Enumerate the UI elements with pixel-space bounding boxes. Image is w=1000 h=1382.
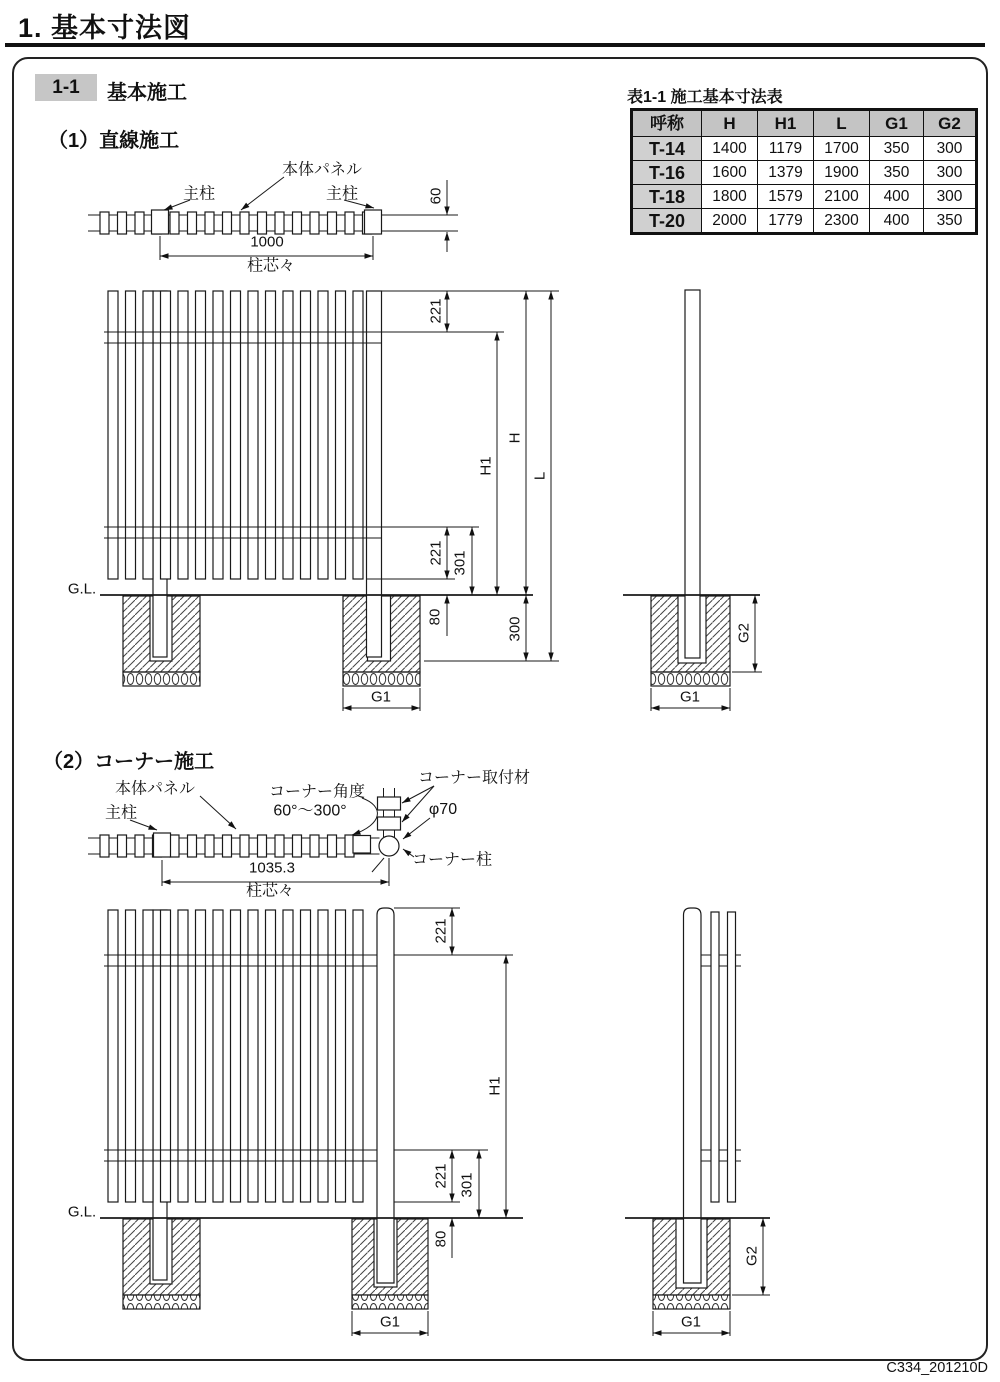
table-cell: 2100	[814, 185, 870, 209]
section-1-title: （1）直線施工	[48, 130, 180, 152]
dimension-label: 301	[458, 1172, 476, 1198]
table-cell: 300	[924, 185, 977, 209]
table-cell: 300	[924, 161, 977, 185]
table-header: H1	[758, 110, 814, 137]
dimension-label: 221	[432, 1163, 450, 1189]
dimension-label: G1	[370, 688, 392, 706]
row-name: T-18	[632, 185, 702, 209]
section-badge-title: 基本施工	[107, 82, 187, 104]
table-header: 呼称	[632, 110, 702, 137]
dimension-label: G2	[743, 1245, 761, 1267]
table-title: 表1-1 施工基本寸法表	[627, 89, 783, 106]
corner-bracket-label: コーナー取付材	[417, 769, 531, 787]
table-row	[632, 209, 977, 234]
row-name: T-14	[632, 137, 702, 161]
dimension-label: 1035.3	[249, 859, 295, 877]
spec-table	[630, 108, 978, 235]
corner-post-label: コーナー柱	[411, 851, 493, 869]
post-pitch-label: 柱芯々	[245, 882, 295, 900]
table-cell: 1400	[702, 137, 758, 161]
table-row	[632, 137, 977, 161]
diameter-label: φ70	[428, 801, 458, 818]
post-pitch-label: 柱芯々	[246, 257, 296, 275]
row-name: T-16	[632, 161, 702, 185]
ground-level-label: G.L.	[67, 580, 97, 598]
dimension-label: G1	[679, 688, 701, 706]
table-cell: 1900	[814, 161, 870, 185]
table-row	[632, 185, 977, 209]
table-cell: 350	[870, 137, 924, 161]
table-cell: 2300	[814, 209, 870, 234]
table-cell: 300	[924, 137, 977, 161]
dimension-label: H1	[477, 456, 495, 476]
table-row	[632, 161, 977, 185]
table-cell: 400	[870, 209, 924, 234]
table-header: G1	[870, 110, 924, 137]
corner-angle-range: 60°～300°	[273, 802, 347, 820]
main-post-label: 主柱	[182, 185, 216, 203]
dimension-label: 221	[427, 298, 445, 324]
dimension-label: 300	[506, 616, 524, 642]
table-cell: 1379	[758, 161, 814, 185]
dimension-label: 1000	[250, 233, 284, 251]
table-header: L	[814, 110, 870, 137]
dimension-label: 80	[426, 608, 444, 626]
dimension-label: 60	[427, 187, 445, 205]
dimension-label: G1	[379, 1313, 401, 1331]
panel-label: 本体パネル	[281, 161, 363, 179]
dimension-label: G1	[680, 1313, 702, 1331]
dimension-label: 301	[451, 550, 469, 576]
document-code: C334_201210D	[886, 1360, 988, 1376]
table-header: G2	[924, 110, 977, 137]
table-cell: 400	[870, 185, 924, 209]
main-post-label: 主柱	[104, 804, 138, 822]
table-cell: 1600	[702, 161, 758, 185]
dimension-label: 80	[432, 1230, 450, 1248]
title-underline	[5, 43, 985, 47]
dimension-label: 221	[432, 918, 450, 944]
ground-level-label: G.L.	[67, 1203, 97, 1221]
section-2-title: （2）コーナー施工	[43, 751, 215, 773]
table-cell: 350	[870, 161, 924, 185]
content-frame	[12, 57, 988, 1361]
main-post-label: 主柱	[325, 185, 359, 203]
panel-label: 本体パネル	[114, 780, 196, 798]
table-cell: 1179	[758, 137, 814, 161]
dimension-label: H	[506, 432, 524, 444]
table-cell: 1579	[758, 185, 814, 209]
table-cell: 2000	[702, 209, 758, 234]
dimension-label: 221	[427, 540, 445, 566]
dimension-label: G2	[735, 622, 753, 644]
dimension-label: L	[531, 471, 549, 481]
table-cell: 1800	[702, 185, 758, 209]
table-cell: 350	[924, 209, 977, 234]
row-name: T-20	[632, 209, 702, 234]
corner-angle-label: コーナー角度	[268, 783, 366, 801]
section-badge: 1-1	[35, 74, 97, 101]
page-title: 1. 基本寸法図	[18, 13, 192, 43]
table-cell: 1779	[758, 209, 814, 234]
table-header: H	[702, 110, 758, 137]
table-cell: 1700	[814, 137, 870, 161]
dimension-label: H1	[486, 1076, 504, 1096]
